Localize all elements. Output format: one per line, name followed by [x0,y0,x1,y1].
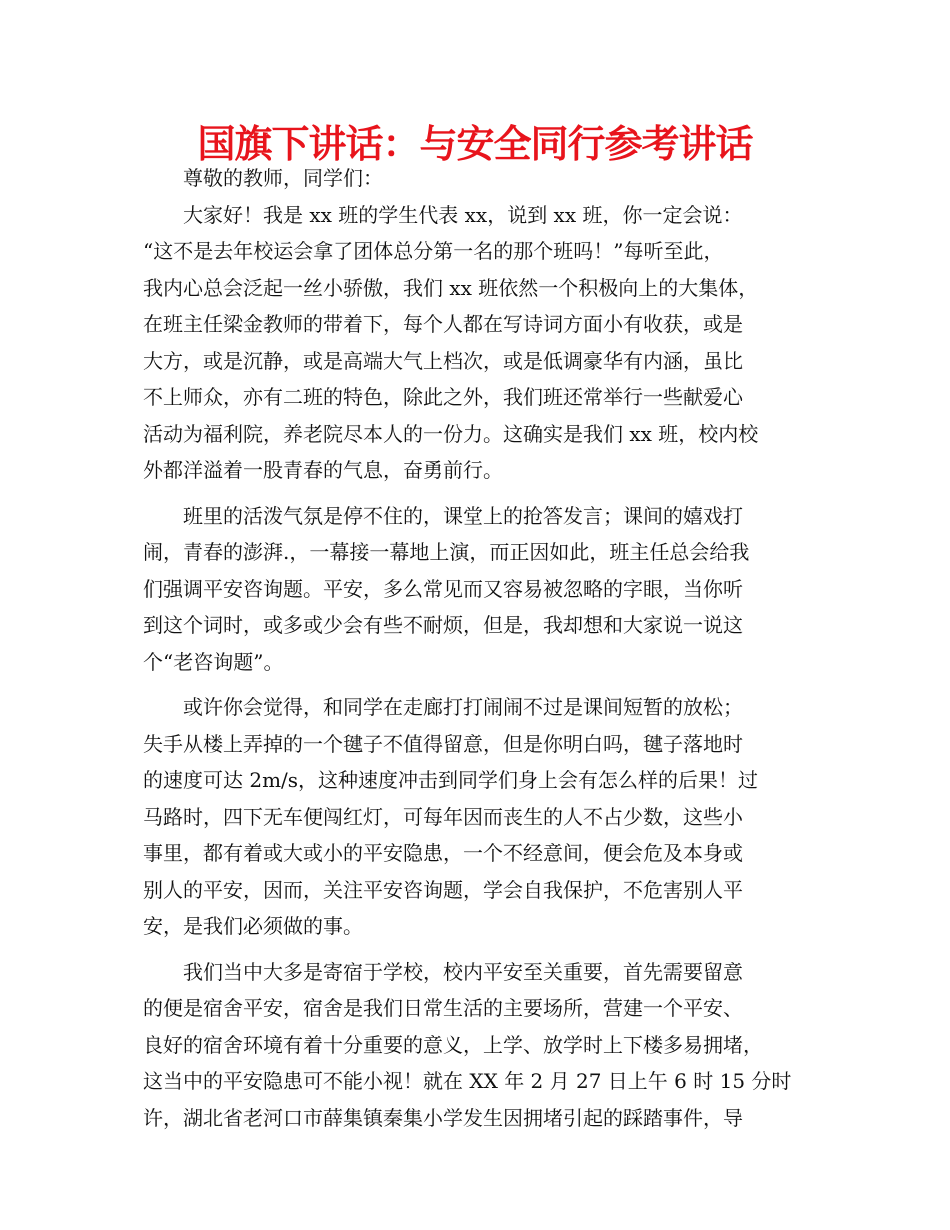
text-line: 这当中的平安隐患可不能小视！就在 XX 年 2 月 27 日上午 6 时 15 分时 [143,1069,792,1093]
text-line: 外都洋溢着一股青春的气息，奋勇前行。 [143,458,503,482]
text-line: 别人的平安，因而，关注平安咨询题，学会自我保护，不危害别人平 [143,877,743,902]
text-line: 良好的宿舍环境有着十分重要的意义，上学、放学时上下楼多易拥堵， [143,1032,763,1057]
text-line: 到这个词时，或多或少会有些不耐烦，但是，我却想和大家说一说这 [143,613,743,637]
text-line: 不上师众，亦有二班的特色，除此之外，我们班还常举行一些献爱心 [143,385,743,409]
text-line: 许，湖北省老河口市薛集镇秦集小学发生因拥堵引起的踩踏事件，导 [143,1105,743,1130]
text-line: 大方，或是沉静，或是高端大气上档次，或是低调豪华有内涵，虽比 [143,348,743,373]
text-line: 在班主任梁金教师的带着下，每个人都在写诗词方面小有收获，或是 [143,312,743,336]
text-line: 失手从楼上弄掉的一个毽子不值得留意，但是你明白吗，毽子落地时 [143,731,743,756]
text-line: 个“老咨询题”。 [143,649,284,674]
text-line: 闹，青春的澎湃.，一幕接一幕地上演，而正因如此，班主任总会给我 [143,540,750,564]
text-line: 事里，都有着或大或小的平安隐患，一个不经意间，便会危及本身或 [143,841,743,865]
text-line: 的便是宿舍平安，宿舍是我们日常生活的主要场所，营建一个平安、 [143,996,743,1020]
text-line: 班里的活泼气氛是停不住的，课堂上的抢答发言；课间的嬉戏打 [183,503,743,528]
paragraph [143,498,823,681]
text-line: 马路时，四下无车便闯红灯，可每年因而丧生的人不占少数，这些小 [143,804,743,829]
greeting-line: 尊敬的教师，同学们： [183,166,383,190]
text-line: 安，是我们必须做的事。 [143,914,363,938]
text-line: 大家好！我是 xx 班的学生代表 xx，说到 xx 班，你一定会说： [183,202,743,227]
text-line: 们强调平安咨询题。平安，多么常见而又容易被忽略的字眼，当你听 [143,576,743,601]
paragraph [143,954,823,1137]
paragraph [143,689,823,945]
paragraph-gap [143,489,823,498]
paragraph [143,197,823,489]
paragraph-gap [143,945,823,954]
page-title: 国旗下讲话：与安全同行参考讲话 [197,122,753,166]
text-line: 活动为福利院，养老院尽本人的一份力。这确实是我们 xx 班，校内校 [143,421,759,446]
text-line: 的速度可达 2m/s，这种速度冲击到同学们身上会有怎么样的后果！过 [143,768,759,792]
paragraph-gap [143,680,823,689]
text-line: 我内心总会泛起一丝小骄傲，我们 xx 班依然一个积极向上的大集体， [143,275,759,300]
speech-body [143,160,823,1136]
text-line: 我们当中大多是寄宿于学校，校内平安至关重要，首先需要留意 [183,959,743,984]
text-line: “这不是去年校运会拿了团体总分第一名的那个班吗！”每听至此， [143,239,724,263]
text-line: 或许你会觉得，和同学在走廊打打闹闹不过是课间短暂的放松； [183,695,743,719]
